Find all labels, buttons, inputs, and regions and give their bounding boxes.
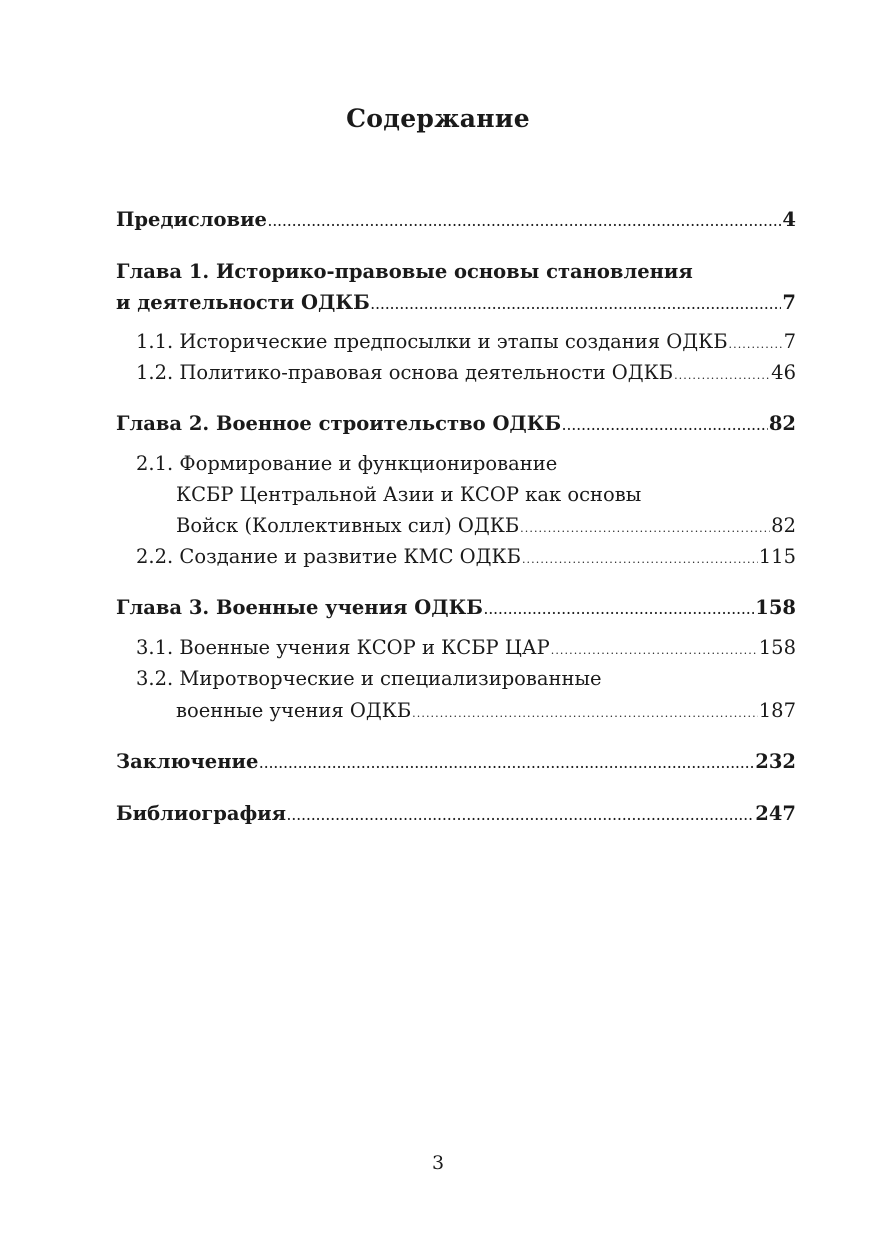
toc-page-number: 158 (755, 596, 796, 619)
toc-entry-chapter-1[interactable] (116, 291, 796, 315)
dot-leader (522, 545, 758, 572)
toc-entry-section-3-1[interactable] (136, 636, 796, 660)
toc-entry-chapter-1-line1[interactable] (116, 260, 796, 284)
toc-entry-label: Глава 2. Военное строительство ОДКБ (116, 412, 562, 435)
toc-entry-label: 2.1. Формирование и функционирование (136, 452, 558, 475)
dot-leader (259, 750, 754, 777)
dot-leader (371, 291, 782, 318)
toc-entry-label: 2.2. Создание и развитие КМС ОДКБ (136, 545, 521, 568)
toc-entry-label: 1.1. Исторические предпосылки и этапы создания ОДКБ (136, 330, 728, 353)
toc-entry-label: Предисловие (116, 208, 267, 231)
dot-leader (674, 361, 770, 388)
page-title: Содержание (346, 104, 530, 133)
dot-leader (412, 699, 758, 726)
toc-page-number: 7 (783, 330, 796, 353)
toc-entry-section-3-2-line1[interactable] (136, 667, 796, 691)
toc-entry-section-1-2[interactable] (136, 361, 796, 385)
toc-page-number: 46 (771, 361, 796, 384)
toc-entry-section-3-2[interactable] (176, 699, 796, 723)
dot-leader (268, 208, 781, 235)
toc-entry-conclusion[interactable] (116, 750, 796, 774)
dot-leader (551, 636, 758, 663)
toc-entry-label: 1.2. Политико-правовая основа деятельности ОДКБ (136, 361, 674, 384)
toc-page-number: 4 (782, 208, 796, 231)
toc-entry-section-2-1-line2[interactable] (176, 483, 796, 507)
toc-entry-section-2-1[interactable] (176, 514, 796, 538)
toc-entry-label: Глава 1. Историко-правовые основы становления (116, 260, 693, 283)
toc-entry-label: Библиография (116, 802, 287, 825)
toc-entry-label: 3.1. Военные учения КСОР и КСБР ЦАР (136, 636, 550, 659)
toc-entry-section-2-1-line1[interactable] (136, 452, 796, 476)
toc-entry-label: Войск (Коллективных сил) ОДКБ (176, 514, 520, 537)
toc-page-number: 82 (771, 514, 796, 537)
dot-leader (562, 412, 768, 439)
toc-entry-label: Заключение (116, 750, 259, 773)
page-number: 3 (431, 1152, 445, 1174)
toc-entry-chapter-2[interactable] (116, 412, 796, 436)
toc-entry-label: военные учения ОДКБ (176, 699, 412, 722)
dot-leader (729, 330, 783, 357)
toc-page-number: 82 (768, 412, 796, 435)
toc-page-number: 247 (755, 802, 796, 825)
toc-page-number: 158 (758, 636, 796, 659)
toc-entry-label: КСБР Центральной Азии и КСОР как основы (176, 483, 642, 506)
toc-entry-section-1-1[interactable] (136, 330, 796, 354)
toc-page-number: 232 (755, 750, 796, 773)
toc-page-number: 7 (782, 291, 796, 314)
toc-page-number: 187 (758, 699, 796, 722)
toc-entry-chapter-3[interactable] (116, 596, 796, 620)
toc-entry-label: Глава 3. Военные учения ОДКБ (116, 596, 483, 619)
toc-entry-bibliography[interactable] (116, 802, 796, 826)
toc-entry-label: 3.2. Миротворческие и специализированные (136, 667, 602, 690)
dot-leader (484, 596, 754, 623)
dot-leader (520, 514, 770, 541)
toc-entry-preface[interactable] (116, 208, 796, 232)
toc-page-number: 115 (758, 545, 796, 568)
toc-entry-section-2-2[interactable] (136, 545, 796, 569)
dot-leader (287, 802, 754, 829)
toc-entry-label: и деятельности ОДКБ (116, 291, 370, 314)
